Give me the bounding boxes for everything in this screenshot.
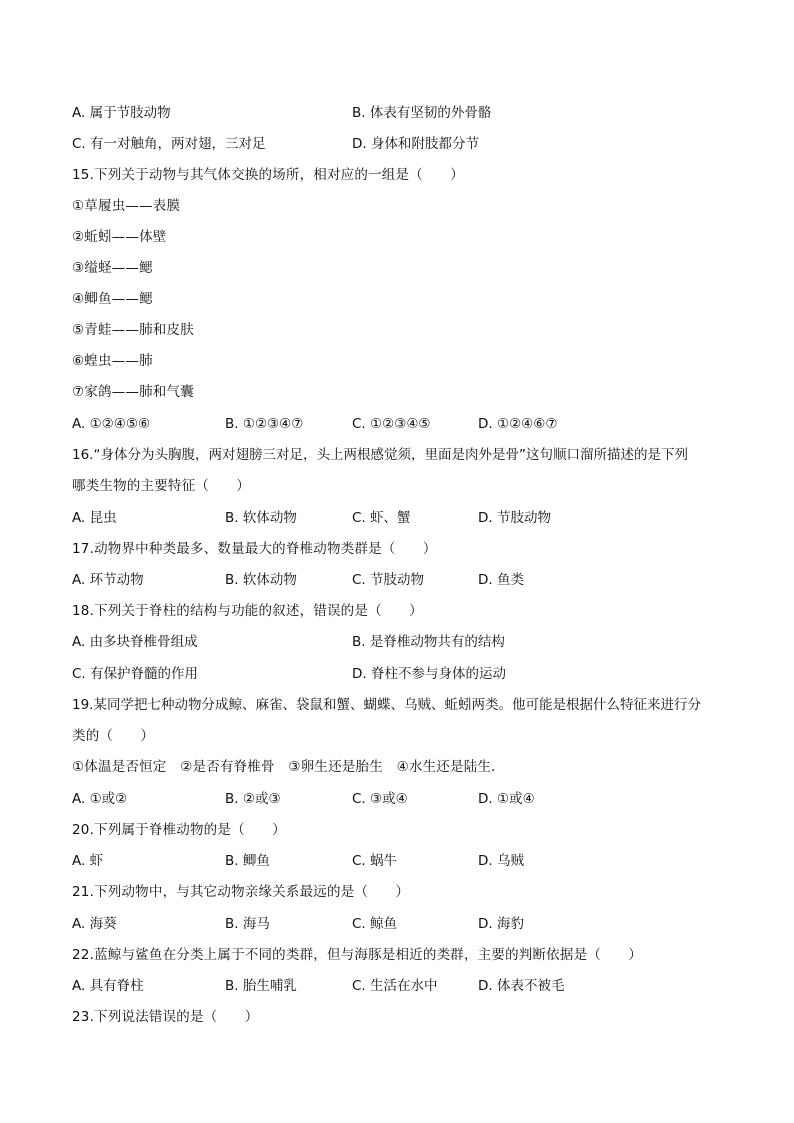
q21-option-c: C. 鲸鱼 <box>352 916 398 932</box>
q18-option-c: C. 有保护脊髓的作用 <box>72 666 199 682</box>
q15-option-d: D. ①②④⑥⑦ <box>478 416 558 432</box>
q20-option-b: B. 鲫鱼 <box>225 853 270 869</box>
q19-stem-line1: 19.某同学把七种动物分成鲸、麻雀、袋鼠和蟹、蝴蝶、乌贼、蚯蚓两类。他可能是根据什么特征来进行分 <box>72 697 701 713</box>
q20-stem: 20.下列属于脊椎动物的是（ ） <box>72 822 286 838</box>
q18-option-a: A. 由多块脊椎骨组成 <box>72 634 198 650</box>
q15-item-3: ③缢蛏——鳃 <box>72 260 153 276</box>
q16-option-b: B. 软体动物 <box>225 510 297 526</box>
q14-option-d: D. 身体和附肢都分节 <box>352 136 479 152</box>
q17-stem: 17.动物界中种类最多、数量最大的脊椎动物类群是（ ） <box>72 541 437 557</box>
q15-stem: 15.下列关于动物与其气体交换的场所，相对应的一组是（ ） <box>72 167 464 183</box>
q15-item-6: ⑥蝗虫——肺 <box>72 353 153 369</box>
q21-stem: 21.下列动物中，与其它动物亲缘关系最远的是（ ） <box>72 884 410 900</box>
q19-option-b: B. ②或③ <box>225 791 281 807</box>
q18-option-b: B. 是脊椎动物共有的结构 <box>352 634 505 650</box>
q16-option-d: D. 节肢动物 <box>478 510 551 526</box>
q14-option-a: A. 属于节肢动物 <box>72 105 171 121</box>
q20-option-d: D. 乌贼 <box>478 853 524 869</box>
q22-stem: 22.蓝鲸与鲨鱼在分类上属于不同的类群，但与海豚是相近的类群，主要的判断依据是（ ） <box>72 947 643 963</box>
q17-option-b: B. 软体动物 <box>225 572 297 588</box>
q19-option-a: A. ①或② <box>72 791 128 807</box>
q19-criteria: ①体温是否恒定 ②是否有脊椎骨 ③卵生还是胎生 ④水生还是陆生． <box>72 759 505 775</box>
q15-item-7: ⑦家鸽——肺和气囊 <box>72 384 194 400</box>
q22-option-b: B. 胎生哺乳 <box>225 978 297 994</box>
q15-item-5: ⑤青蛙——肺和皮肤 <box>72 322 194 338</box>
q15-option-c: C. ①②③④⑤ <box>352 416 431 432</box>
q19-stem-line2: 类的（ ） <box>72 728 155 744</box>
q16-option-a: A. 昆虫 <box>72 510 117 526</box>
q18-option-d: D. 脊柱不参与身体的运动 <box>352 666 506 682</box>
q15-item-4: ④鲫鱼——鳃 <box>72 291 153 307</box>
q19-option-c: C. ③或④ <box>352 791 408 807</box>
q21-option-b: B. 海马 <box>225 916 270 932</box>
q21-option-a: A. 海葵 <box>72 916 117 932</box>
q17-option-d: D. 鱼类 <box>478 572 524 588</box>
q17-option-a: A. 环节动物 <box>72 572 144 588</box>
q16-stem-line1: 16.“身体分为头胸腹，两对翅膀三对足，头上两根感觉须，里面是肉外是骨”这句顺口溜所描述的是下列 <box>72 447 688 463</box>
q17-option-c: C. 节肢动物 <box>352 572 425 588</box>
q15-item-2: ②蚯蚓——体壁 <box>72 229 167 245</box>
q22-option-c: C. 生活在水中 <box>352 978 438 994</box>
q18-stem: 18.下列关于脊柱的结构与功能的叙述，错误的是（ ） <box>72 603 423 619</box>
q14-option-c: C. 有一对触角，两对翅，三对足 <box>72 136 266 152</box>
q16-stem-line2: 哪类生物的主要特征（ ） <box>72 478 251 494</box>
q22-option-d: D. 体表不被毛 <box>478 978 565 994</box>
q21-option-d: D. 海豹 <box>478 916 524 932</box>
q15-item-1: ①草履虫——表膜 <box>72 198 181 214</box>
q22-option-a: A. 具有脊柱 <box>72 978 144 994</box>
q16-option-c: C. 虾、蟹 <box>352 510 411 526</box>
q15-option-b: B. ①②③④⑦ <box>225 416 304 432</box>
q23-stem: 23.下列说法错误的是（ ） <box>72 1009 259 1025</box>
q19-option-d: D. ①或④ <box>478 791 535 807</box>
q14-option-b: B. 体表有坚韧的外骨骼 <box>352 105 492 121</box>
q15-option-a: A. ①②④⑤⑥ <box>72 416 151 432</box>
q20-option-c: C. 蜗牛 <box>352 853 398 869</box>
q20-option-a: A. 虾 <box>72 853 104 869</box>
